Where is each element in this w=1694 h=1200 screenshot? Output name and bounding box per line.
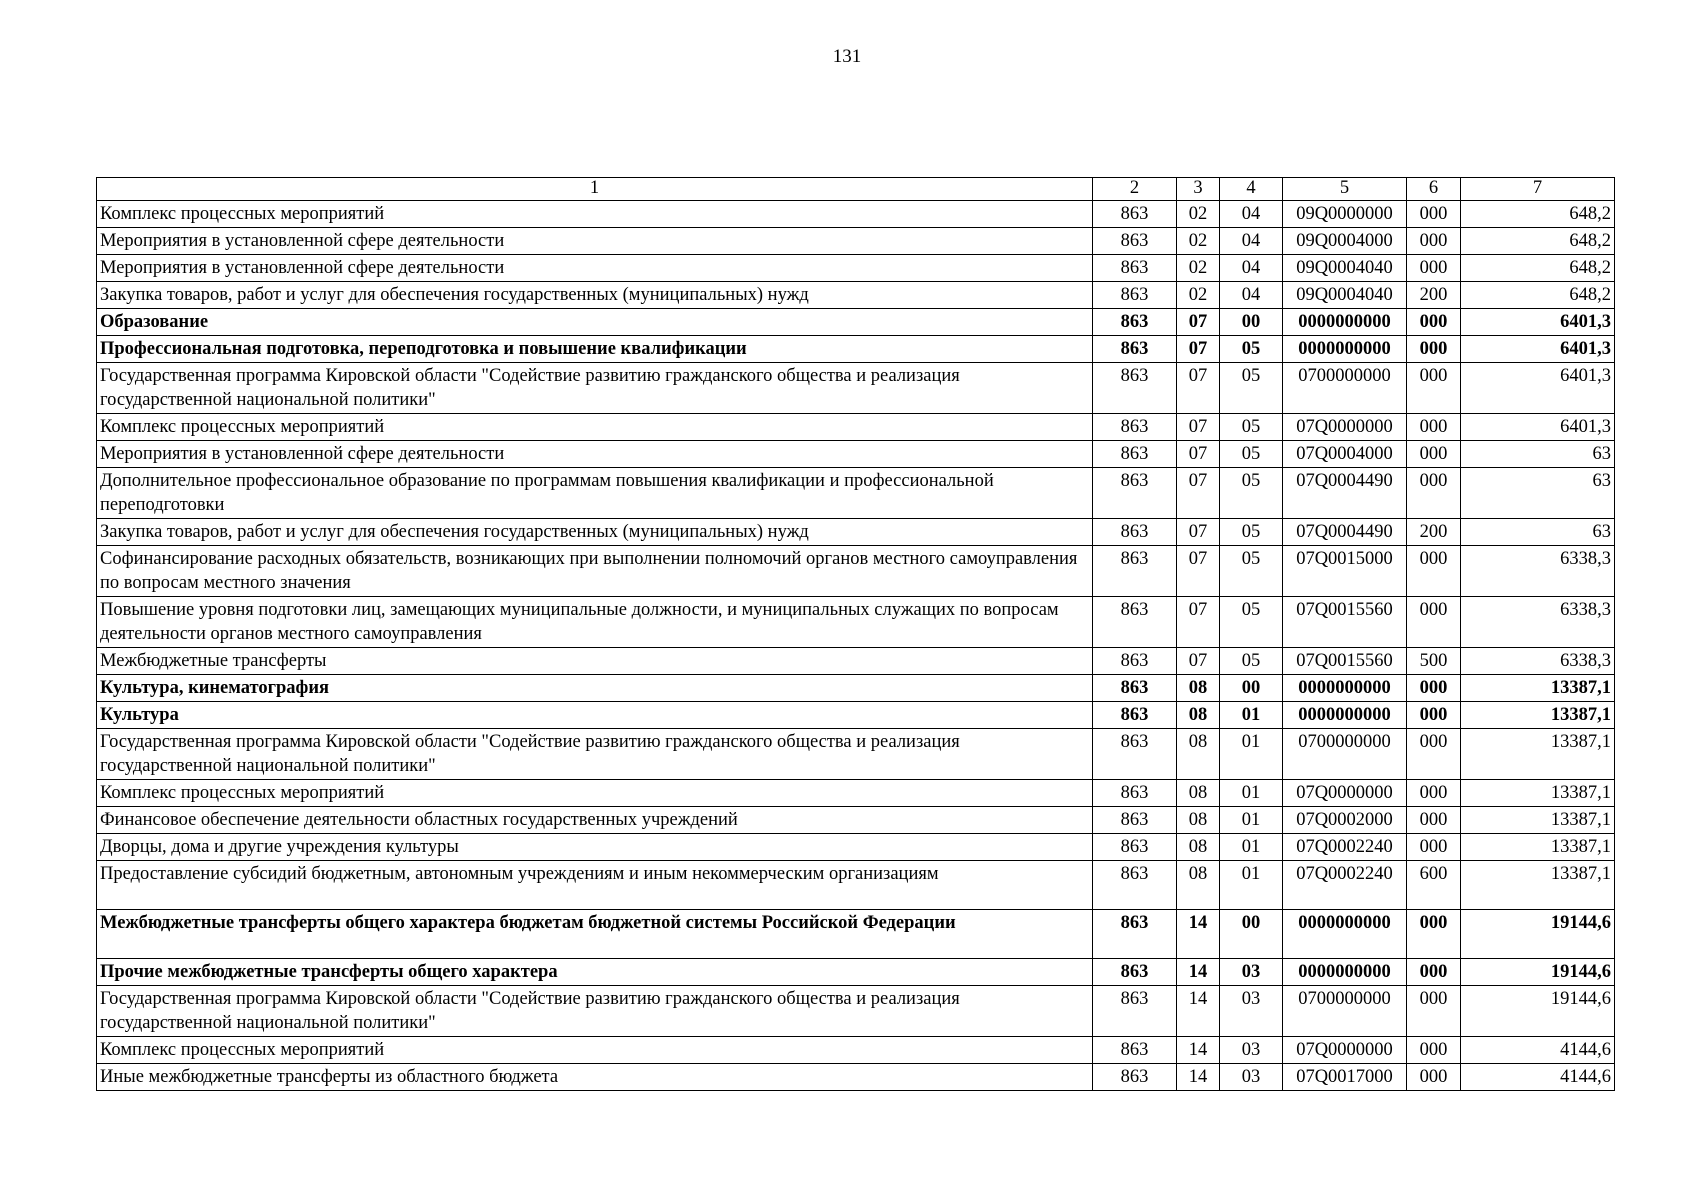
cell-amount: 13387,1 xyxy=(1461,780,1615,807)
table-row xyxy=(97,959,1615,986)
cell-subsection: 01 xyxy=(1220,702,1283,729)
cell-chapter: 863 xyxy=(1093,675,1177,702)
cell-name: Иные межбюджетные трансферты из областного бюджета xyxy=(97,1064,1093,1091)
cell-name: Мероприятия в установленной сфере деятельности xyxy=(97,228,1093,255)
cell-target-article: 0000000000 xyxy=(1283,675,1407,702)
cell-target-article: 0700000000 xyxy=(1283,729,1407,780)
cell-amount: 13387,1 xyxy=(1461,834,1615,861)
cell-subsection: 04 xyxy=(1220,201,1283,228)
cell-subsection: 05 xyxy=(1220,336,1283,363)
cell-target-article: 07Q0004490 xyxy=(1283,468,1407,519)
cell-chapter: 863 xyxy=(1093,255,1177,282)
cell-amount: 6401,3 xyxy=(1461,309,1615,336)
cell-chapter: 863 xyxy=(1093,363,1177,414)
cell-subsection: 00 xyxy=(1220,910,1283,959)
cell-expense-type: 000 xyxy=(1407,597,1461,648)
cell-chapter: 863 xyxy=(1093,648,1177,675)
cell-chapter: 863 xyxy=(1093,282,1177,309)
cell-amount: 63 xyxy=(1461,519,1615,546)
cell-chapter: 863 xyxy=(1093,441,1177,468)
cell-section: 08 xyxy=(1177,807,1220,834)
cell-section: 07 xyxy=(1177,519,1220,546)
table-body xyxy=(97,201,1615,1091)
cell-target-article: 07Q0015000 xyxy=(1283,546,1407,597)
cell-subsection: 05 xyxy=(1220,414,1283,441)
cell-amount: 648,2 xyxy=(1461,255,1615,282)
cell-subsection: 04 xyxy=(1220,255,1283,282)
table-row xyxy=(97,597,1615,648)
cell-section: 07 xyxy=(1177,414,1220,441)
table-row xyxy=(97,309,1615,336)
cell-target-article: 07Q0000000 xyxy=(1283,780,1407,807)
cell-amount: 13387,1 xyxy=(1461,729,1615,780)
table-row xyxy=(97,861,1615,910)
cell-name: Культура xyxy=(97,702,1093,729)
cell-name: Мероприятия в установленной сфере деятельности xyxy=(97,441,1093,468)
cell-section: 08 xyxy=(1177,675,1220,702)
cell-section: 08 xyxy=(1177,780,1220,807)
table-row xyxy=(97,702,1615,729)
cell-target-article: 09Q0004040 xyxy=(1283,282,1407,309)
cell-target-article: 07Q0004490 xyxy=(1283,519,1407,546)
cell-amount: 63 xyxy=(1461,441,1615,468)
cell-name: Государственная программа Кировской области "Содействие развитию гражданского общества и реализация государственной национальной политики" xyxy=(97,729,1093,780)
cell-chapter: 863 xyxy=(1093,807,1177,834)
cell-target-article: 0000000000 xyxy=(1283,309,1407,336)
table-row xyxy=(97,282,1615,309)
table-row xyxy=(97,441,1615,468)
table-row xyxy=(97,468,1615,519)
header-col-7: 7 xyxy=(1461,178,1615,201)
cell-expense-type: 000 xyxy=(1407,729,1461,780)
cell-amount: 648,2 xyxy=(1461,228,1615,255)
cell-name: Предоставление субсидий бюджетным, автономным учреждениям и иным некоммерческим организациям xyxy=(97,861,1093,910)
cell-section: 14 xyxy=(1177,1037,1220,1064)
cell-name: Дворцы, дома и другие учреждения культуры xyxy=(97,834,1093,861)
cell-target-article: 0000000000 xyxy=(1283,702,1407,729)
cell-expense-type: 000 xyxy=(1407,363,1461,414)
cell-amount: 13387,1 xyxy=(1461,702,1615,729)
cell-chapter: 863 xyxy=(1093,834,1177,861)
cell-section: 02 xyxy=(1177,201,1220,228)
cell-target-article: 0000000000 xyxy=(1283,959,1407,986)
cell-subsection: 05 xyxy=(1220,546,1283,597)
cell-subsection: 05 xyxy=(1220,648,1283,675)
cell-section: 08 xyxy=(1177,834,1220,861)
cell-subsection: 01 xyxy=(1220,834,1283,861)
cell-target-article: 07Q0004000 xyxy=(1283,441,1407,468)
cell-chapter: 863 xyxy=(1093,910,1177,959)
cell-section: 07 xyxy=(1177,441,1220,468)
cell-chapter: 863 xyxy=(1093,546,1177,597)
cell-expense-type: 000 xyxy=(1407,959,1461,986)
cell-name: Прочие межбюджетные трансферты общего характера xyxy=(97,959,1093,986)
cell-expense-type: 000 xyxy=(1407,441,1461,468)
cell-target-article: 07Q0015560 xyxy=(1283,648,1407,675)
cell-subsection: 03 xyxy=(1220,1064,1283,1091)
cell-expense-type: 000 xyxy=(1407,414,1461,441)
cell-section: 02 xyxy=(1177,228,1220,255)
table-row xyxy=(97,729,1615,780)
cell-section: 14 xyxy=(1177,910,1220,959)
cell-name: Комплекс процессных мероприятий xyxy=(97,1037,1093,1064)
cell-name: Государственная программа Кировской области "Содействие развитию гражданского общества и реализация государственной национальной политики" xyxy=(97,986,1093,1037)
cell-subsection: 03 xyxy=(1220,959,1283,986)
cell-section: 08 xyxy=(1177,702,1220,729)
cell-expense-type: 000 xyxy=(1407,201,1461,228)
cell-chapter: 863 xyxy=(1093,729,1177,780)
cell-chapter: 863 xyxy=(1093,1037,1177,1064)
cell-chapter: 863 xyxy=(1093,1064,1177,1091)
cell-subsection: 00 xyxy=(1220,675,1283,702)
cell-amount: 6338,3 xyxy=(1461,546,1615,597)
table-row xyxy=(97,910,1615,959)
cell-amount: 13387,1 xyxy=(1461,807,1615,834)
table-row xyxy=(97,675,1615,702)
cell-chapter: 863 xyxy=(1093,986,1177,1037)
cell-expense-type: 500 xyxy=(1407,648,1461,675)
cell-name: Государственная программа Кировской области "Содействие развитию гражданского общества и реализация государственной национальной политики" xyxy=(97,363,1093,414)
table-row xyxy=(97,1064,1615,1091)
cell-section: 07 xyxy=(1177,597,1220,648)
cell-amount: 13387,1 xyxy=(1461,675,1615,702)
header-col-5: 5 xyxy=(1283,178,1407,201)
cell-expense-type: 000 xyxy=(1407,309,1461,336)
cell-expense-type: 200 xyxy=(1407,519,1461,546)
cell-section: 14 xyxy=(1177,986,1220,1037)
cell-section: 07 xyxy=(1177,363,1220,414)
cell-section: 07 xyxy=(1177,546,1220,597)
cell-amount: 4144,6 xyxy=(1461,1037,1615,1064)
table-row xyxy=(97,834,1615,861)
cell-target-article: 09Q0004040 xyxy=(1283,255,1407,282)
header-col-2: 2 xyxy=(1093,178,1177,201)
cell-name: Софинансирование расходных обязательств, возникающих при выполнении полномочий органов местного самоуправления по вопросам местного значения xyxy=(97,546,1093,597)
cell-subsection: 05 xyxy=(1220,519,1283,546)
cell-target-article: 07Q0017000 xyxy=(1283,1064,1407,1091)
cell-section: 02 xyxy=(1177,282,1220,309)
cell-name: Культура, кинематография xyxy=(97,675,1093,702)
table-header-row xyxy=(97,178,1615,201)
cell-name: Комплекс процессных мероприятий xyxy=(97,201,1093,228)
cell-target-article: 07Q0000000 xyxy=(1283,1037,1407,1064)
cell-name: Закупка товаров, работ и услуг для обеспечения государственных (муниципальных) нужд xyxy=(97,519,1093,546)
cell-section: 02 xyxy=(1177,255,1220,282)
cell-target-article: 0700000000 xyxy=(1283,363,1407,414)
table-row xyxy=(97,986,1615,1037)
cell-section: 08 xyxy=(1177,729,1220,780)
cell-chapter: 863 xyxy=(1093,519,1177,546)
cell-subsection: 03 xyxy=(1220,1037,1283,1064)
cell-subsection: 05 xyxy=(1220,468,1283,519)
cell-chapter: 863 xyxy=(1093,336,1177,363)
cell-chapter: 863 xyxy=(1093,702,1177,729)
cell-name: Мероприятия в установленной сфере деятельности xyxy=(97,255,1093,282)
cell-chapter: 863 xyxy=(1093,861,1177,910)
table-row xyxy=(97,336,1615,363)
cell-target-article: 07Q0000000 xyxy=(1283,414,1407,441)
cell-expense-type: 000 xyxy=(1407,675,1461,702)
cell-section: 07 xyxy=(1177,309,1220,336)
cell-amount: 648,2 xyxy=(1461,282,1615,309)
cell-subsection: 03 xyxy=(1220,986,1283,1037)
cell-expense-type: 000 xyxy=(1407,468,1461,519)
cell-name: Финансовое обеспечение деятельности областных государственных учреждений xyxy=(97,807,1093,834)
table-row xyxy=(97,648,1615,675)
cell-expense-type: 600 xyxy=(1407,861,1461,910)
cell-target-article: 07Q0015560 xyxy=(1283,597,1407,648)
cell-chapter: 863 xyxy=(1093,468,1177,519)
cell-target-article: 0000000000 xyxy=(1283,336,1407,363)
cell-target-article: 09Q0000000 xyxy=(1283,201,1407,228)
cell-name: Образование xyxy=(97,309,1093,336)
cell-amount: 19144,6 xyxy=(1461,910,1615,959)
cell-section: 08 xyxy=(1177,861,1220,910)
cell-subsection: 01 xyxy=(1220,807,1283,834)
cell-name: Повышение уровня подготовки лиц, замещающих муниципальные должности, и муниципальных служащих по вопросам деятельности органов местного самоуправления xyxy=(97,597,1093,648)
header-col-3: 3 xyxy=(1177,178,1220,201)
table-row xyxy=(97,201,1615,228)
cell-subsection: 01 xyxy=(1220,729,1283,780)
cell-name: Закупка товаров, работ и услуг для обеспечения государственных (муниципальных) нужд xyxy=(97,282,1093,309)
cell-section: 14 xyxy=(1177,959,1220,986)
cell-amount: 6401,3 xyxy=(1461,414,1615,441)
header-col-4: 4 xyxy=(1220,178,1283,201)
header-col-1: 1 xyxy=(97,178,1093,201)
cell-expense-type: 000 xyxy=(1407,780,1461,807)
cell-expense-type: 000 xyxy=(1407,1037,1461,1064)
cell-subsection: 04 xyxy=(1220,228,1283,255)
cell-target-article: 0000000000 xyxy=(1283,910,1407,959)
cell-expense-type: 000 xyxy=(1407,834,1461,861)
cell-target-article: 09Q0004000 xyxy=(1283,228,1407,255)
cell-name: Межбюджетные трансферты общего характера бюджетам бюджетной системы Российской Федерации xyxy=(97,910,1093,959)
cell-amount: 6338,3 xyxy=(1461,648,1615,675)
cell-expense-type: 000 xyxy=(1407,336,1461,363)
cell-name: Комплекс процессных мероприятий xyxy=(97,414,1093,441)
cell-expense-type: 000 xyxy=(1407,910,1461,959)
cell-amount: 6401,3 xyxy=(1461,363,1615,414)
cell-chapter: 863 xyxy=(1093,597,1177,648)
cell-amount: 4144,6 xyxy=(1461,1064,1615,1091)
cell-target-article: 07Q0002000 xyxy=(1283,807,1407,834)
cell-expense-type: 000 xyxy=(1407,546,1461,597)
table-row xyxy=(97,780,1615,807)
budget-table xyxy=(96,177,1615,1091)
table-row xyxy=(97,414,1615,441)
cell-expense-type: 000 xyxy=(1407,702,1461,729)
cell-expense-type: 200 xyxy=(1407,282,1461,309)
table-row xyxy=(97,1037,1615,1064)
cell-section: 14 xyxy=(1177,1064,1220,1091)
cell-section: 07 xyxy=(1177,648,1220,675)
cell-chapter: 863 xyxy=(1093,959,1177,986)
cell-section: 07 xyxy=(1177,468,1220,519)
table-row xyxy=(97,546,1615,597)
cell-expense-type: 000 xyxy=(1407,228,1461,255)
cell-section: 07 xyxy=(1177,336,1220,363)
table-row xyxy=(97,519,1615,546)
cell-chapter: 863 xyxy=(1093,780,1177,807)
cell-name: Межбюджетные трансферты xyxy=(97,648,1093,675)
cell-subsection: 01 xyxy=(1220,780,1283,807)
cell-amount: 19144,6 xyxy=(1461,959,1615,986)
table-row xyxy=(97,228,1615,255)
cell-expense-type: 000 xyxy=(1407,1064,1461,1091)
cell-amount: 6338,3 xyxy=(1461,597,1615,648)
cell-subsection: 01 xyxy=(1220,861,1283,910)
cell-amount: 19144,6 xyxy=(1461,986,1615,1037)
cell-chapter: 863 xyxy=(1093,228,1177,255)
cell-chapter: 863 xyxy=(1093,201,1177,228)
cell-amount: 13387,1 xyxy=(1461,861,1615,910)
table-row xyxy=(97,363,1615,414)
cell-subsection: 00 xyxy=(1220,309,1283,336)
cell-target-article: 07Q0002240 xyxy=(1283,834,1407,861)
cell-name: Комплекс процессных мероприятий xyxy=(97,780,1093,807)
table-row xyxy=(97,255,1615,282)
cell-expense-type: 000 xyxy=(1407,807,1461,834)
cell-target-article: 07Q0002240 xyxy=(1283,861,1407,910)
cell-expense-type: 000 xyxy=(1407,255,1461,282)
cell-subsection: 04 xyxy=(1220,282,1283,309)
cell-expense-type: 000 xyxy=(1407,986,1461,1037)
cell-chapter: 863 xyxy=(1093,414,1177,441)
table-row xyxy=(97,807,1615,834)
cell-name: Дополнительное профессиональное образование по программам повышения квалификации и профессиональной переподготовки xyxy=(97,468,1093,519)
cell-amount: 6401,3 xyxy=(1461,336,1615,363)
cell-name: Профессиональная подготовка, переподготовка и повышение квалификации xyxy=(97,336,1093,363)
cell-subsection: 05 xyxy=(1220,597,1283,648)
cell-amount: 648,2 xyxy=(1461,201,1615,228)
page-number: 131 xyxy=(832,46,862,67)
cell-target-article: 0700000000 xyxy=(1283,986,1407,1037)
cell-subsection: 05 xyxy=(1220,441,1283,468)
cell-amount: 63 xyxy=(1461,468,1615,519)
header-col-6: 6 xyxy=(1407,178,1461,201)
cell-chapter: 863 xyxy=(1093,309,1177,336)
cell-subsection: 05 xyxy=(1220,363,1283,414)
